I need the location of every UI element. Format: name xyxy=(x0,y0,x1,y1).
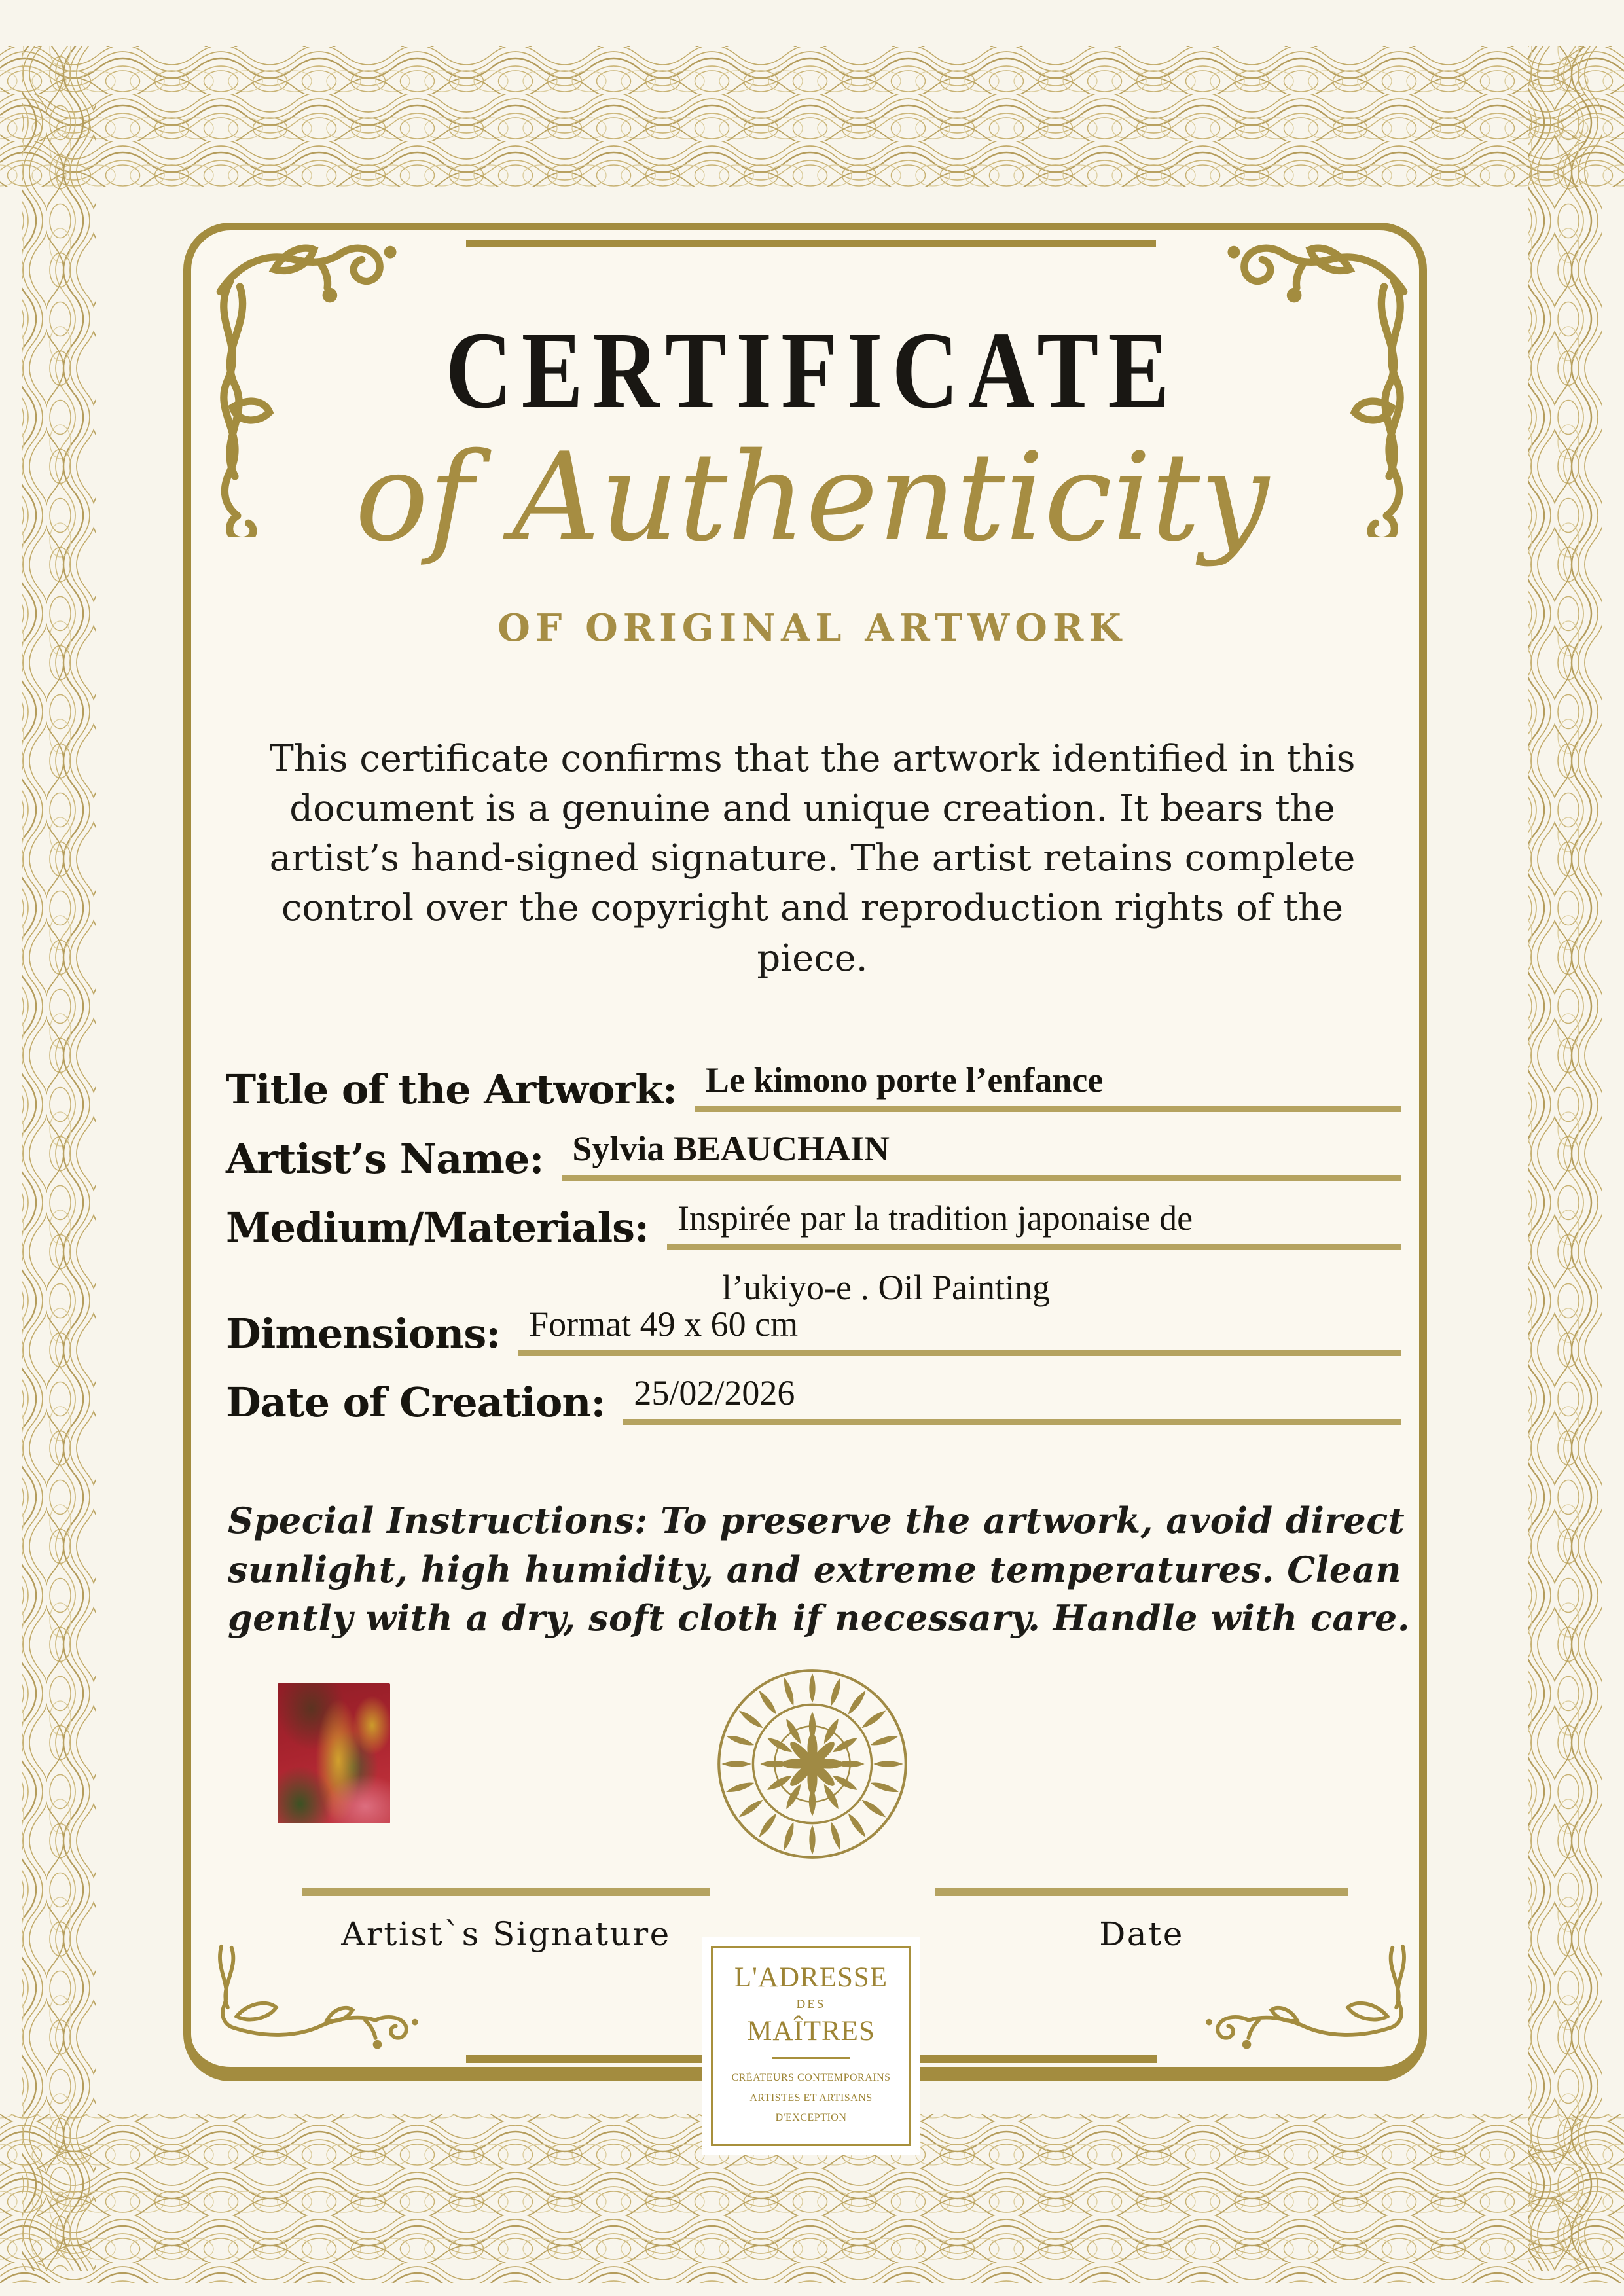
special-instructions: Special Instructions: To preserve the artwork, avoid direct sunlight, high humidity, and extreme temperatures. Clean gently with a dry, soft cloth if necessary. Handle with care. xyxy=(228,1499,1411,1640)
top-inner-line xyxy=(466,240,1156,247)
field-row-artist xyxy=(226,1129,1401,1181)
publisher-name-line2: DES xyxy=(796,1998,826,2012)
field-value-artist: Sylvia BEAUCHAIN xyxy=(562,1129,1401,1181)
date-line xyxy=(935,1888,1348,1896)
corner-flourish-bottom-left-icon xyxy=(211,1943,450,2060)
field-value-dimensions: Format 49 x 60 cm xyxy=(518,1304,1401,1356)
publisher-tagline-line2: ARTISTES ET ARTISANS xyxy=(749,2092,873,2104)
publisher-tagline-line3: D'EXCEPTION xyxy=(775,2112,847,2124)
certificate-subtitle: of Authenticity xyxy=(355,426,1269,568)
artist-signature-label: Artist`s Signature xyxy=(341,1915,671,1953)
field-row-date xyxy=(226,1373,1401,1425)
intro-paragraph: This certificate confirms that the artwork identified in this document is a genuine and unique creation. It bears the artist’s hand-signed signature. The artist retains complete control over the copyright and reproduction rights of the piece. xyxy=(269,738,1356,980)
field-row-medium xyxy=(226,1198,1401,1250)
field-label-medium: Medium/Materials: xyxy=(226,1203,649,1251)
corner-flourish-bottom-right-icon xyxy=(1174,1943,1413,2060)
publisher-logo-frame xyxy=(711,1946,911,2146)
field-label-dimensions: Dimensions: xyxy=(226,1309,501,1357)
field-value-medium-line2: l’ukiyo-e . Oil Painting xyxy=(722,1268,1050,1308)
field-row-dimensions xyxy=(226,1304,1401,1356)
field-label-artist: Artist’s Name: xyxy=(226,1134,544,1183)
field-row-title xyxy=(226,1060,1401,1112)
field-label-date: Date of Creation: xyxy=(226,1378,605,1426)
date-label: Date xyxy=(1099,1915,1184,1953)
fields-section xyxy=(226,1060,1401,1442)
artist-signature-line xyxy=(302,1888,710,1896)
field-label-title: Title of the Artwork: xyxy=(226,1066,677,1114)
publisher-logo xyxy=(702,1937,920,2155)
field-value-medium-line1: Inspirée par la tradition japonaise de xyxy=(667,1198,1401,1250)
artwork-thumbnail-image xyxy=(278,1683,390,1823)
field-value-date: 25/02/2026 xyxy=(623,1373,1401,1425)
seal-medallion-icon xyxy=(713,1665,911,1863)
publisher-tagline-line1: CRÉATEURS CONTEMPORAINS xyxy=(731,2072,891,2084)
publisher-name-line1: L'ADRESSE xyxy=(734,1962,888,1994)
certificate-tagline: OF ORIGINAL ARTWORK xyxy=(497,606,1127,650)
field-value-title: Le kimono porte l’enfance xyxy=(695,1060,1401,1112)
publisher-name-line3: MAÎTRES xyxy=(747,2016,875,2047)
publisher-logo-divider xyxy=(772,2057,850,2059)
certificate-title: CERTIFICATE xyxy=(445,310,1179,431)
